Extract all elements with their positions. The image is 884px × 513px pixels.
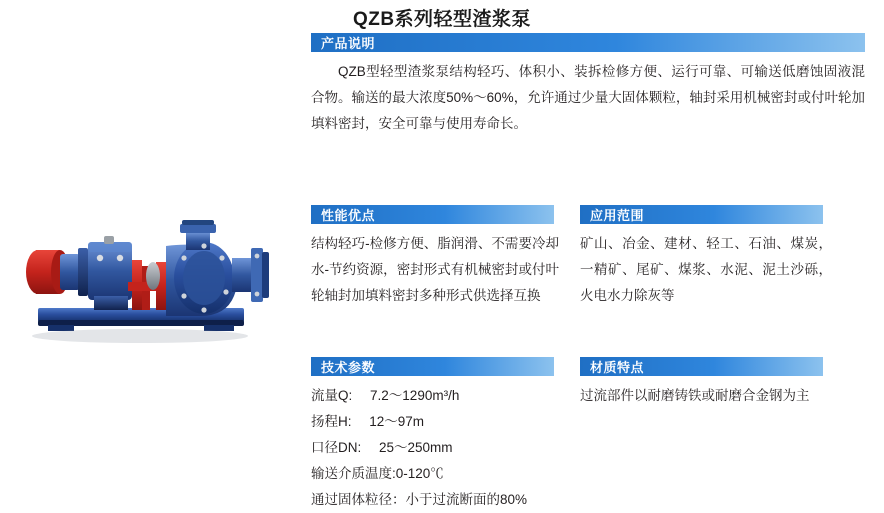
section-header-product-label: 产品说明 [321, 36, 376, 51]
technical-parameter-list [311, 383, 573, 513]
section-text-technical [311, 383, 573, 513]
page-title: QZB系列轻型渣浆泵 [352, 9, 532, 30]
section-header-product [311, 33, 865, 52]
section-text-product: QZB型轻型渣浆泵结构轻巧、体积小、装拆检修方便、运行可靠、可输送低磨蚀固液混合物。输送的最大浓度50%～60%，允许通过少量大固体颗粒，轴封采用机械密封或付叶轮加填料密封，安全可靠与使用寿命长。 [311, 64, 865, 131]
section-header-material-label: 材质特点 [590, 360, 645, 375]
list-item [311, 487, 573, 513]
tech-label-1: 扬程H: [311, 414, 352, 429]
section-text-application: 矿山、冶金、建材、轻工、石油、煤炭，一精矿、尾矿、煤浆、水泥、泥土沙砾，火电水力除灰等 [580, 236, 832, 303]
section-header-performance [311, 205, 554, 224]
tech-label-2: 口径DN: [311, 440, 362, 455]
section-text-material: 过流部件以耐磨铸铁或耐磨合金钢为主 [580, 388, 810, 403]
list-item [311, 409, 573, 435]
tech-value-1: 12～97m [369, 414, 425, 429]
section-header-material [580, 357, 823, 376]
tech-value-2: 25～250mm [379, 440, 453, 455]
tech-label-3: 输送介质温度:0-120℃ [311, 466, 444, 481]
list-item [311, 435, 573, 461]
slurry-pump-figure [8, 196, 290, 356]
tech-label-4: 通过固体粒径：小于过流断面的80% [311, 492, 528, 507]
section-header-technical-label: 技术参数 [321, 360, 376, 375]
list-item [311, 383, 573, 409]
section-header-performance-label: 性能优点 [321, 208, 376, 223]
section-header-technical [311, 357, 554, 376]
tech-label-0: 流量Q: [311, 388, 353, 403]
section-header-application [580, 205, 823, 224]
tech-value-0: 7.2～1290m³/h [370, 388, 460, 403]
slurry-pump-illustration [8, 196, 290, 356]
list-item [311, 461, 573, 487]
section-text-performance: 结构轻巧-检修方便、脂润滑、不需要冷却水-节约资源，密封形式有机械密封或付叶轮轴封加填料密封多种形式供选择互换 [311, 236, 559, 303]
section-header-application-label: 应用范围 [590, 208, 645, 223]
